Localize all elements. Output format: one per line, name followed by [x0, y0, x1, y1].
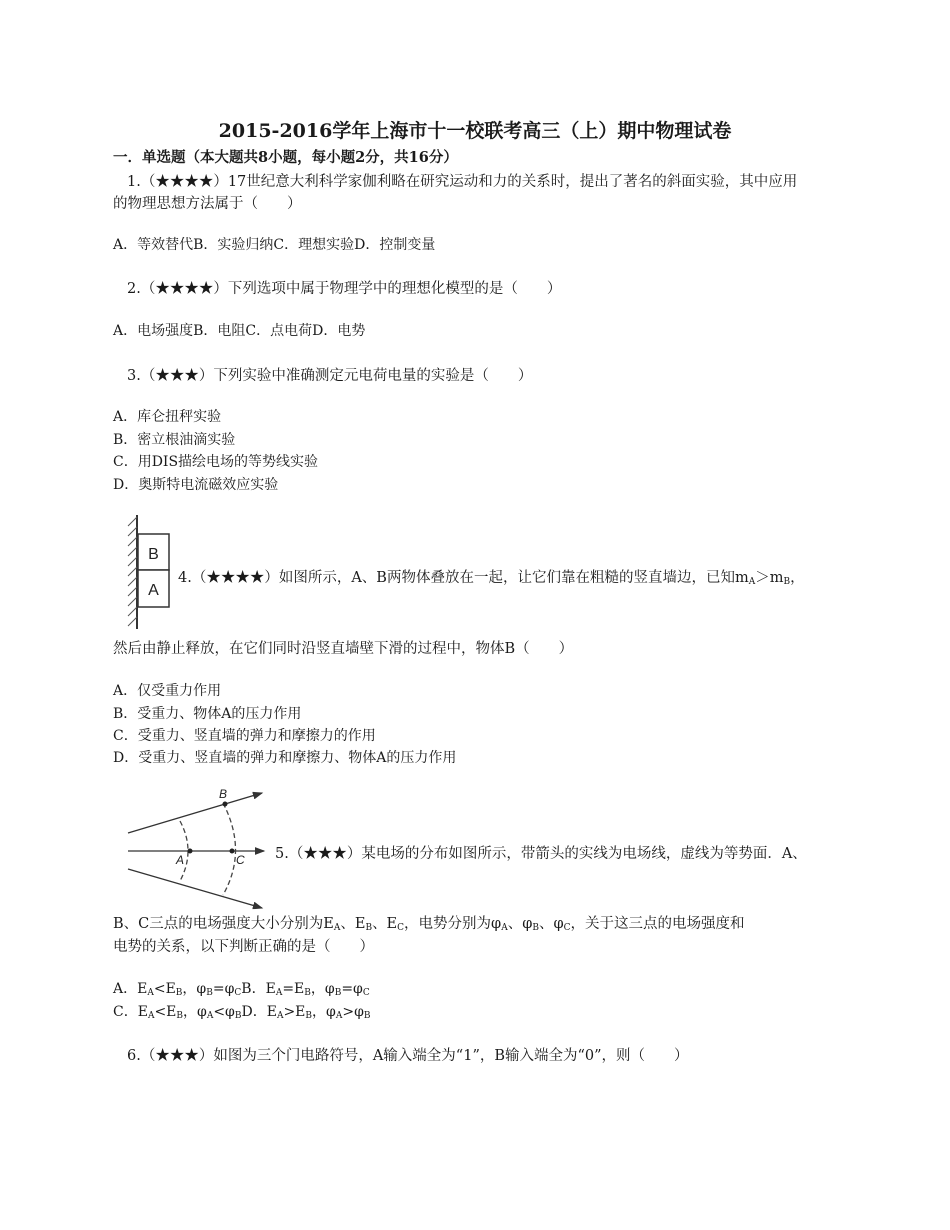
q5-line3: 电势的关系，以下判断正确的是（ ） — [113, 939, 374, 955]
q4-option-b: B．受重力、物体A的压力作用 — [113, 706, 302, 722]
point-c — [230, 849, 235, 854]
field-line-bottom — [128, 869, 262, 908]
q1-options: A．等效替代B．实验归纳C．理想实验D．控制变量 — [113, 237, 436, 253]
q3-option-c: C．用DIS描绘电场的等势线实验 — [113, 454, 319, 470]
q5-field-figure — [126, 783, 271, 911]
section-heading: 一．单选题（本大题共8小题，每小题2分，共16分） — [113, 149, 458, 166]
wall-hatch — [128, 517, 137, 626]
q3-option-a: A．库仑扭秤实验 — [113, 409, 222, 425]
q4-line2: 然后由静止释放，在它们同时沿竖直墙壁下滑的过程中，物体B（ ） — [113, 641, 574, 657]
q3-option-b: B．密立根油滴实验 — [113, 432, 236, 448]
page-title: 2015-2016学年上海市十一校联考高三（上）期中物理试卷 — [218, 120, 732, 142]
point-a — [188, 849, 193, 854]
point-c-label: C — [236, 853, 245, 867]
q6-line1: 6.（★★★）如图为三个门电路符号，A输入端全为“1”，B输入端全为“0”，则（ ） — [127, 1048, 689, 1064]
q4-option-a: A．仅受重力作用 — [113, 683, 222, 699]
q2-line1: 2.（★★★★）下列选项中属于物理学中的理想化模型的是（ ） — [127, 281, 562, 297]
point-b-label: B — [219, 787, 228, 801]
q4-block-figure — [118, 513, 174, 633]
point-a-label: A — [176, 853, 185, 867]
block-b-label: B — [148, 546, 159, 563]
q1-line1: 1.（★★★★）17世纪意大利科学家伽利略在研究运动和力的关系时，提出了著名的斜面实验，其中应用 — [127, 174, 798, 190]
q3-line1: 3.（★★★）下列实验中准确测定元电荷电量的实验是（ ） — [127, 368, 533, 384]
q4-option-c: C．受重力、竖直墙的弹力和摩擦力的作用 — [113, 728, 376, 744]
q1-line2: 的物理思想方法属于（ ） — [113, 196, 302, 212]
q5-options-ab: A．$E_A<E_B$，$\varphi_B=\varphi_CB$．$E_A=E_B$，$\varphi_B=\varphi_C$ — [113, 981, 370, 998]
q4-line1: 4.（★★★★）如图所示，A、B两物体叠放在一起，让它们靠在粗糙的竖直墙边，已知$m_A>m_B$， — [178, 570, 805, 587]
field-line-top — [128, 793, 262, 833]
q5-options-cd: C．$E_A<E_B$，$\varphi_A<\varphi_BD$．$E_A>E_B$，$\varphi_A>\varphi_B$ — [113, 1004, 371, 1021]
block-a-label: A — [148, 582, 159, 599]
q5-line1: 5.（★★★）某电场的分布如图所示，带箭头的实线为电场线，虚线为等势面．A、 — [275, 846, 807, 862]
q5-line2: B、C三点的电场强度大小分别为$E_A$、$E_B$、$E_C$，电势分别为$\varphi_A$、$\varphi_B$、$\varphi_C$，关于这三点的电场强度和 — [113, 916, 745, 933]
q4-option-d: D．受重力、竖直墙的弹力和摩擦力、物体A的压力作用 — [113, 750, 457, 766]
q3-option-d: D．奥斯特电流磁效应实验 — [113, 477, 279, 493]
equipotential-outer — [223, 803, 236, 895]
point-b — [223, 802, 228, 807]
q2-options: A．电场强度B．电阻C．点电荷D．电势 — [113, 323, 366, 339]
